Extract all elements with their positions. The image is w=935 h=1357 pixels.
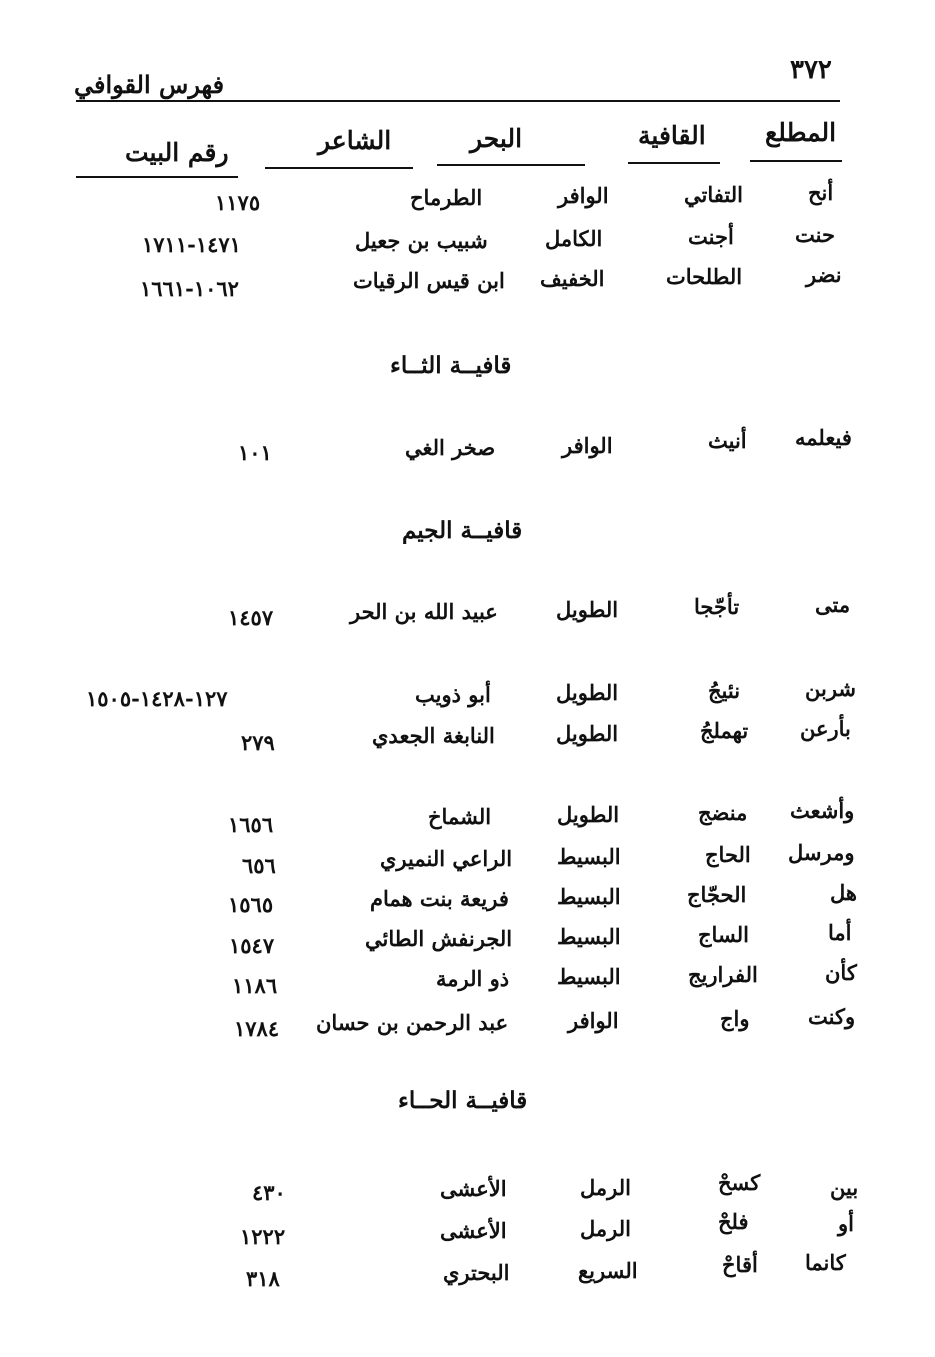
shaer-cell: فريعة بنت همام bbox=[370, 886, 509, 911]
raqm-cell: ٣١٨ bbox=[246, 1266, 280, 1291]
qafiya-cell: الحاج bbox=[705, 842, 751, 867]
qafiya-cell: الحجّاج bbox=[687, 882, 747, 907]
qafiya-cell: أقاحْ bbox=[722, 1252, 758, 1277]
qafiya-cell: التفاتي bbox=[684, 182, 743, 207]
running-title: فهرس القوافي bbox=[74, 70, 225, 99]
bahr-cell: البسيط bbox=[557, 924, 621, 949]
raqm-cell: ١١٧٥ bbox=[215, 190, 261, 215]
shaer-cell: ذو الرمة bbox=[436, 966, 510, 991]
raqm-cell: ١١٨٦ bbox=[232, 973, 278, 998]
col-rule bbox=[265, 167, 413, 169]
page-number: ٣٧٢ bbox=[790, 55, 832, 85]
raqm-cell: ١٥٤٧ bbox=[229, 933, 275, 958]
qafiya-cell: أنيث bbox=[708, 428, 747, 453]
qafiya-cell: الساج bbox=[698, 922, 749, 947]
bahr-cell: البسيط bbox=[557, 884, 621, 909]
raqm-cell: ١٤٥٧ bbox=[228, 605, 274, 630]
qafiya-cell: الطلحات bbox=[666, 264, 743, 289]
matla-cell: حنت bbox=[795, 222, 835, 247]
matla-cell: أما bbox=[828, 920, 852, 945]
raqm-cell: ٤٣٠ bbox=[252, 1180, 286, 1205]
col-raqm: رقم البيت bbox=[125, 138, 229, 167]
raqm-cell: ١٥٦٥ bbox=[228, 892, 274, 917]
bahr-cell: الطويل bbox=[556, 721, 619, 746]
shaer-cell: الجرنفش الطائي bbox=[365, 926, 513, 951]
bahr-cell: الطويل bbox=[556, 680, 619, 705]
bahr-cell: البسيط bbox=[557, 964, 621, 989]
matla-cell: أنح bbox=[808, 180, 834, 205]
col-qafiya: القافية bbox=[638, 121, 706, 150]
qafiya-cell: كسحْ bbox=[718, 1170, 761, 1195]
matla-cell: كأن bbox=[825, 960, 857, 985]
shaer-cell: أبو ذويب bbox=[415, 682, 491, 707]
shaer-cell: شبيب بن جعيل bbox=[355, 228, 488, 253]
qafiya-cell: تأجّجا bbox=[694, 594, 740, 619]
matla-cell: متى bbox=[815, 592, 851, 617]
matla-cell: شربن bbox=[805, 676, 857, 701]
bahr-cell: الوافر bbox=[562, 433, 613, 458]
bahr-cell: الخفيف bbox=[540, 266, 605, 291]
raqm-cell: ١٢٧-١٤٢٨-١٥٠٥ bbox=[86, 686, 228, 711]
section-title: قافيــة الجيم bbox=[402, 517, 523, 544]
section-title: قافيــة الحــاء bbox=[398, 1087, 528, 1114]
bahr-cell: الوافر bbox=[558, 183, 609, 208]
qafiya-cell: الفراريج bbox=[688, 962, 758, 987]
matla-cell: بين bbox=[830, 1175, 859, 1200]
shaer-cell: الأعشى bbox=[440, 1218, 507, 1243]
shaer-cell: الشماخ bbox=[428, 804, 492, 829]
col-rule bbox=[437, 164, 585, 166]
qafiya-cell: منضج bbox=[698, 800, 748, 825]
shaer-cell: البحتري bbox=[443, 1260, 510, 1285]
matla-cell: أو bbox=[838, 1211, 854, 1236]
matla-cell: وأشعث bbox=[790, 798, 855, 823]
qafiya-cell: تهملجُ bbox=[700, 718, 749, 743]
qafiya-cell: أجنت bbox=[688, 224, 734, 249]
bahr-cell: الكامل bbox=[545, 226, 603, 251]
matla-cell: كانما bbox=[805, 1250, 846, 1275]
section-title: قافيــة الثــاء bbox=[390, 352, 512, 379]
raqm-cell: ٦٥٦ bbox=[242, 853, 276, 878]
shaer-cell: عبد الرحمن بن حسان bbox=[316, 1010, 509, 1035]
qafiya-cell: فلحْ bbox=[718, 1209, 749, 1234]
matla-cell: ومرسل bbox=[788, 840, 855, 865]
shaer-cell: عبيد الله بن الحر bbox=[350, 599, 498, 624]
matla-cell: هل bbox=[830, 880, 857, 905]
raqm-cell: ١٠١ bbox=[238, 440, 272, 465]
bahr-cell: السريع bbox=[578, 1258, 638, 1283]
col-matla: المطلع bbox=[765, 118, 837, 147]
bahr-cell: الوافر bbox=[568, 1008, 619, 1033]
raqm-cell: ٢٧٩ bbox=[241, 730, 275, 755]
bahr-cell: الطويل bbox=[557, 802, 620, 827]
shaer-cell: النابغة الجعدي bbox=[372, 723, 495, 748]
matla-cell: بأرعن bbox=[800, 716, 851, 741]
matla-cell: نضر bbox=[806, 262, 842, 287]
col-shaer: الشاعر bbox=[318, 126, 392, 155]
raqm-cell: ١٤٧١-١٧١١ bbox=[142, 232, 241, 257]
bahr-cell: الرمل bbox=[580, 1175, 631, 1200]
col-rule bbox=[750, 160, 842, 162]
matla-cell: فيعلمه bbox=[795, 425, 852, 450]
bahr-cell: الرمل bbox=[580, 1216, 631, 1241]
matla-cell: وكنت bbox=[808, 1004, 856, 1029]
shaer-cell: صخر الغي bbox=[405, 435, 496, 460]
qafiya-cell: نئيجُ bbox=[708, 678, 741, 703]
raqm-cell: ١٠٦٢-١٦٦١ bbox=[140, 276, 239, 301]
raqm-cell: ١٧٨٤ bbox=[234, 1016, 280, 1041]
shaer-cell: الأعشى bbox=[440, 1176, 507, 1201]
bahr-cell: الطويل bbox=[556, 597, 619, 622]
col-rule bbox=[628, 162, 720, 164]
raqm-cell: ١٦٥٦ bbox=[228, 812, 274, 837]
qafiya-cell: واج bbox=[720, 1006, 750, 1031]
raqm-cell: ١٢٢٢ bbox=[240, 1224, 286, 1249]
shaer-cell: ابن قيس الرقيات bbox=[353, 268, 505, 293]
shaer-cell: الراعي النميري bbox=[380, 846, 513, 871]
bahr-cell: البسيط bbox=[557, 844, 621, 869]
shaer-cell: الطرماح bbox=[410, 185, 483, 210]
col-rule bbox=[76, 176, 238, 178]
col-bahr: البحر bbox=[470, 124, 523, 153]
header-rule bbox=[76, 100, 840, 102]
